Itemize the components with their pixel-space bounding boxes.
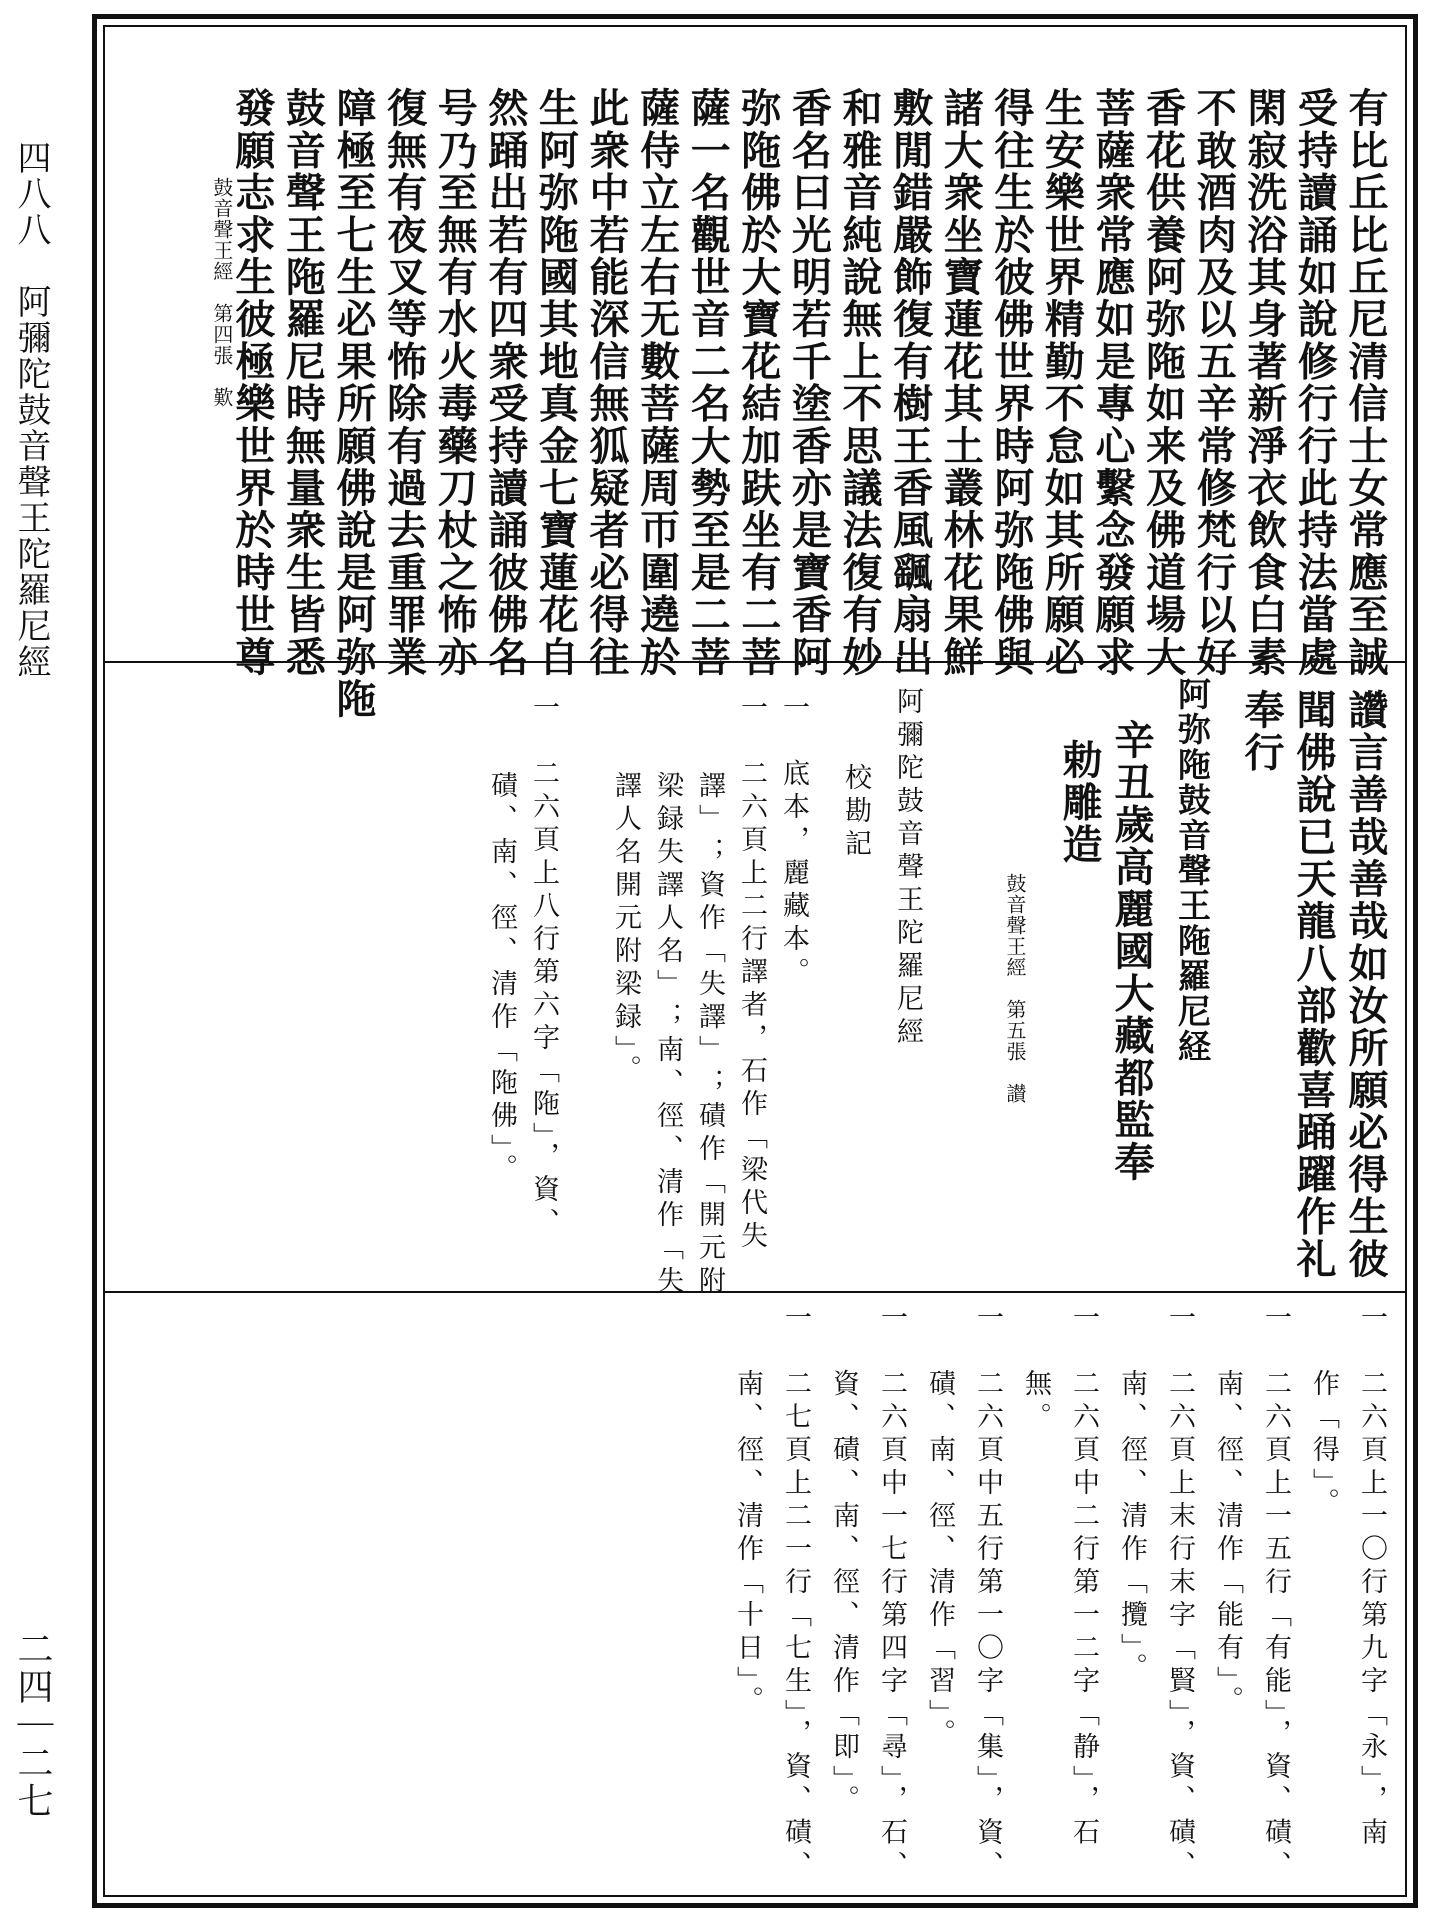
sutra-column: 薩一名觀世音二名大勢至是二菩	[684, 87, 732, 678]
jiaokan-note-column: 一 二六頁上二行譯者，石作「梁代失	[736, 693, 767, 1254]
sutra-end-column: 辛丑歲高麗國大藏都監奉	[1108, 719, 1155, 1184]
sutra-end-column: 讚言善哉善哉如汝所願必得生彼	[1342, 689, 1389, 1280]
jiaokan-note-column: 無。	[1020, 1369, 1051, 1435]
sutra-end-column: 勅雕造	[1056, 739, 1103, 866]
sutra-column: 發願志求生彼極樂世界於時世尊	[228, 87, 276, 678]
sutra-end-and-jiaokan-block	[105, 663, 1405, 1299]
sutra-column: 香花供養阿弥陁如来及佛道場大	[1139, 87, 1187, 678]
jiaokan-notes-block	[105, 1293, 1405, 1895]
page-frame	[92, 14, 1418, 1908]
jiaokan-note-column: 作「得」。	[1308, 1369, 1339, 1521]
sutra-column: 生阿弥陁國其地真金七寶蓮花自	[532, 87, 580, 678]
sutra-column: 弥陁佛於大寶花結加趺坐有二菩	[734, 87, 782, 678]
sutra-column: 生安樂世界精勤不怠如其所願必	[1038, 87, 1086, 678]
sutra-column: 閑寂洗浴其身著新淨衣飲食白素	[1240, 87, 1288, 678]
margin-page-caption: 四八八 阿彌陀鼓音聲王陀羅尼經	[11, 140, 51, 680]
sutra-end-column: 奉行	[1238, 689, 1285, 774]
jiaokan-note-column: 南、徑、清作「攬」。	[1116, 1369, 1147, 1686]
jiaokan-note-column: 一 二六頁上八行第六字「陁」，資、	[528, 693, 559, 1241]
jiaokan-note-column: 南、徑、清作「十日」。	[732, 1369, 763, 1719]
sutra-column: 和雅音純說無上不思議法復有妙	[836, 87, 883, 678]
sutra-column: 障極至七生必果所願佛說是阿弥陁	[330, 87, 377, 720]
sutra-column: 鼓音聲王陁羅尼時無量衆生皆悉	[279, 87, 327, 678]
jiaokan-note-column: 南、徑、清作「能有」。	[1212, 1369, 1243, 1719]
sutra-column: 香名曰光明若千塗香亦是寶香阿	[785, 87, 833, 678]
jiaokan-note-column: 譯」；資作「失譯」；磧作「開元附	[694, 771, 725, 1299]
sutra-column: 号乃至無有水火毒藥刀杖之怖亦	[431, 87, 479, 678]
sutra-column: 菩薩衆常應如是專心繫念發願求	[1089, 87, 1136, 678]
sutra-column: 有比丘比丘尼清信士女常應至誠	[1342, 87, 1389, 678]
jiaokan-note-column: 譯人名開元附梁録」。	[610, 771, 641, 1088]
sutra-end-column: 阿弥陁鼓音聲王陁羅尼経	[1173, 677, 1212, 1065]
sutra-column: 薩侍立左右无數菩薩周帀圍遶於	[633, 87, 681, 678]
sutra-column: 然踊出若有四衆受持讀誦彼佛名	[481, 87, 529, 678]
block-footer-label: 鼓音聲王經 第五張 讃	[1003, 873, 1027, 1104]
sutra-column: 諸大衆坐寶蓮花其土叢林花果鮮	[937, 87, 985, 678]
page-inner-frame	[103, 25, 1407, 1897]
jiaokan-note-column: 磧、南、徑、清作「陁佛」。	[486, 771, 517, 1187]
sutra-main-block	[105, 27, 1405, 720]
sutra-column: 不敢酒肉及以五辛常修梵行以好	[1190, 87, 1238, 678]
jiaokan-note-column: 一 二六頁中一七行第四字「尋」，石、	[876, 1303, 907, 1884]
sutra-column: 復無有夜叉等怖除有過去重罪業	[380, 87, 428, 678]
jiaokan-note-column: 一 底本，麗藏本。	[778, 693, 809, 990]
jiaokan-note-column: 資、磧、南、徑、清作「即」。	[828, 1369, 859, 1818]
margin-page-number: 二四｜二七	[12, 1630, 53, 1820]
block-footer-label: 鼓音聲王經 第四張 歎	[209, 177, 234, 408]
jiaokan-note-column: 磧、南、徑、清作「習」。	[924, 1369, 955, 1752]
jiaokan-note-column: 一 二六頁上末行末字「賢」，資、磧、	[1164, 1303, 1195, 1884]
sutra-end-column: 聞佛說已天龍八部歡喜踊躍作礼	[1290, 689, 1337, 1280]
jiaokan-note-column: 一 二六頁上一〇行第九字「永」，南	[1356, 1303, 1387, 1851]
jiaokan-title: 阿彌陀鼓音聲王陀羅尼經	[892, 687, 923, 1050]
jiaokan-note-column: 一 二七頁上二一行「七生」，資、磧、	[780, 1303, 811, 1884]
sutra-column: 此衆中若能深信無狐疑者必得往	[583, 87, 630, 678]
sutra-column: 得往生於彼佛世界時阿弥陁佛與	[987, 87, 1035, 678]
jiaokan-note-column: 一 二六頁上一五行「有能」，資、磧、	[1260, 1303, 1291, 1884]
jiaokan-note-column: 一 二六頁中二行第一二字「静」，石	[1068, 1303, 1099, 1851]
sutra-column: 敷閒錯嚴飾復有樹王香風颻扇出	[886, 87, 934, 678]
sutra-column: 受持讀誦如說修行行此持法當處	[1291, 87, 1339, 678]
jiaokan-note-column: 一 二六頁中五行第一〇字「集」，資、	[972, 1303, 1003, 1884]
jiaokan-note-column: 梁録失譯人名」；南、徑、清作「失	[652, 771, 683, 1299]
jiaokan-heading: 校勘記	[840, 763, 871, 862]
